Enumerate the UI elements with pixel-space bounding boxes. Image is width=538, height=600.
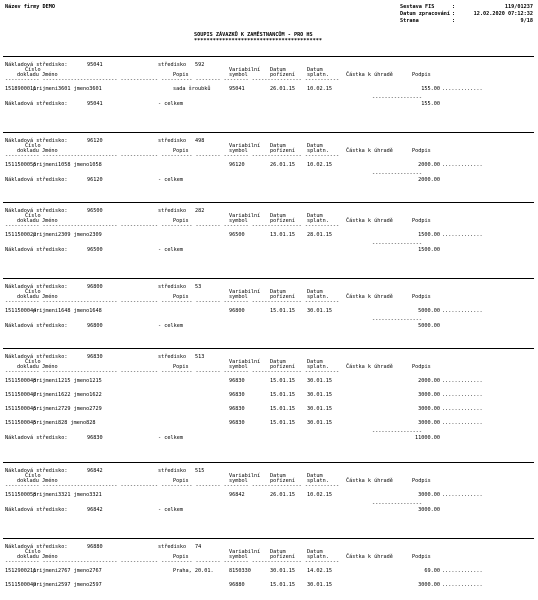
amount: 3000.00 [418,492,440,498]
center-code: 513 [195,354,205,360]
section-separator [3,348,534,349]
doc-number: 1512900211 [5,568,37,574]
col-doc-name-header: dokladu Jméno [17,218,58,224]
col-due-header2: splatn. [307,218,329,224]
variable-symbol: 96842 [229,492,245,498]
variable-symbol: 96830 [229,378,245,384]
cost-center-label: Nákladová středisko: [5,284,68,290]
employee-name: prijmeni828 jmeno828 [33,420,96,426]
col-varsym-header2: symbol [229,364,248,370]
due-date: 30.01.15 [307,420,332,426]
col-description-header: Popis [173,294,189,300]
total-suffix: - celkem [158,507,183,513]
col-created-header2: pořízení [270,554,295,560]
center-code: 498 [195,138,205,144]
due-date: 30.01.15 [307,378,332,384]
col-varsym-header: Variabilní [229,289,261,295]
section-total: 5000.00 [418,323,440,329]
total-dash-line: ---------------- [372,171,422,177]
amount: 155.00 [421,86,440,92]
col-due-header: Datum [307,549,323,555]
col-number-header: Číslo [25,289,41,295]
section-separator [3,56,534,57]
cost-center-code: 95041 [87,62,103,68]
total-dash-line: ---------------- [372,501,422,507]
center-label: středisko [158,544,187,550]
doc-number: 1511500058 [5,492,37,498]
col-created-header2: pořízení [270,72,295,78]
col-due-header: Datum [307,67,323,73]
doc-number: 1511500046 [5,406,37,412]
created-date: 15.01.15 [270,406,295,412]
amount: 69.00 [424,568,440,574]
col-due-header2: splatn. [307,72,329,78]
col-due-header2: splatn. [307,294,329,300]
col-doc-name-header: dokladu Jméno [17,478,58,484]
total-cost-center-label: Nákladová středisko: [5,435,68,441]
created-date: 26.01.15 [270,86,295,92]
employee-name: prijmeni3321 jmeno3321 [33,492,102,498]
center-label: středisko [158,354,187,360]
section-total: 1500.00 [418,247,440,253]
col-signature-header: Podpis [412,294,431,300]
col-amount-header: Částka k úhradě [346,478,393,484]
col-signature-header: Podpis [412,478,431,484]
amount: 2000.00 [418,162,440,168]
col-created-header: Datum [270,67,286,73]
col-number-header: Číslo [25,213,41,219]
col-amount-header: Částka k úhradě [346,294,393,300]
cost-center-label: Nákladová středisko: [5,468,68,474]
header-dash-line: ----------- ------------------------ ------------ ---------- -------- -------- ---------------- ----------- [5,559,340,565]
col-due-header2: splatn. [307,478,329,484]
page-label: Strana [400,18,419,24]
signature-line: ............. [442,308,483,314]
col-description-header: Popis [173,148,189,154]
col-doc-name-header: dokladu Jméno [17,148,58,154]
total-cost-center-label: Nákladová středisko: [5,507,68,513]
total-cost-center-label: Nákladová středisko: [5,101,68,107]
due-date: 28.01.15 [307,232,332,238]
total-dash-line: ---------------- [372,241,422,247]
created-date: 26.01.15 [270,162,295,168]
total-cost-center-code: 96842 [87,507,103,513]
cost-center-code: 96842 [87,468,103,474]
total-suffix: - celkem [158,101,183,107]
created-date: 26.01.15 [270,492,295,498]
center-label: středisko [158,284,187,290]
col-varsym-header: Variabilní [229,359,261,365]
total-dash-line: ---------------- [372,317,422,323]
employee-name: prijmeni1215 jmeno1215 [33,378,102,384]
amount: 3000.00 [418,392,440,398]
col-amount-header: Částka k úhradě [346,364,393,370]
section-total: 3000.00 [418,507,440,513]
col-varsym-header2: symbol [229,478,248,484]
col-created-header2: pořízení [270,218,295,224]
employee-name: prijmeni2767 jmeno2767 [33,568,102,574]
signature-line: ............. [442,86,483,92]
col-description-header: Popis [173,218,189,224]
col-signature-header: Podpis [412,554,431,560]
col-varsym-header: Variabilní [229,549,261,555]
section-separator [3,278,534,279]
total-suffix: - celkem [158,323,183,329]
col-created-header: Datum [270,143,286,149]
due-date: 30.01.15 [307,392,332,398]
center-code: 282 [195,208,205,214]
doc-number: 1511500044 [5,308,37,314]
doc-number: 1511500049 [5,582,37,588]
cost-center-label: Nákladová středisko: [5,354,68,360]
col-varsym-header: Variabilní [229,473,261,479]
center-code: 74 [195,544,202,550]
doc-number: 1511500045 [5,420,37,426]
amount: 5000.00 [418,308,440,314]
doc-number: 1511500056 [5,162,37,168]
header-dash-line: ----------- ------------------------ ------------ ---------- -------- -------- ---------------- ----------- [5,483,340,489]
due-date: 10.02.15 [307,492,332,498]
description: Praha, 20.01. [173,568,214,574]
doc-number: 1511500047 [5,392,37,398]
header-dash-line: ----------- ------------------------ ------------ ---------- -------- -------- ---------------- ----------- [5,223,340,229]
center-label: středisko [158,138,187,144]
created-date: 13.01.15 [270,232,295,238]
total-cost-center-label: Nákladová středisko: [5,247,68,253]
section-total: 155.00 [421,101,440,107]
col-description-header: Popis [173,478,189,484]
col-created-header: Datum [270,289,286,295]
amount: 3000.00 [418,420,440,426]
col-doc-name-header: dokladu Jméno [17,554,58,560]
col-created-header2: pořízení [270,364,295,370]
employee-name: prijmeni1058 jmeno1058 [33,162,102,168]
report-id-value: 119/01237 [504,4,533,10]
total-dash-line: ---------------- [372,95,422,101]
section-total: 2000.00 [418,177,440,183]
col-signature-header: Podpis [412,148,431,154]
col-varsym-header: Variabilní [229,67,261,73]
col-created-header2: pořízení [270,148,295,154]
amount: 2000.00 [418,378,440,384]
signature-line: ............. [442,232,483,238]
col-varsym-header2: symbol [229,554,248,560]
total-suffix: - celkem [158,435,183,441]
created-date: 15.01.15 [270,420,295,426]
created-date: 15.01.15 [270,308,295,314]
employee-name: prijmeni2729 jmeno2729 [33,406,102,412]
col-created-header: Datum [270,473,286,479]
cost-center-code: 96880 [87,544,103,550]
created-date: 15.01.15 [270,392,295,398]
col-due-header2: splatn. [307,554,329,560]
due-date: 30.01.15 [307,406,332,412]
variable-symbol: 96120 [229,162,245,168]
signature-line: ............. [442,162,483,168]
total-cost-center-code: 96800 [87,323,103,329]
variable-symbol: 96830 [229,406,245,412]
col-due-header: Datum [307,473,323,479]
cost-center-code: 96500 [87,208,103,214]
section-separator [3,202,534,203]
doc-number: 1518900011 [5,86,37,92]
created-date: 15.01.15 [270,582,295,588]
col-varsym-header2: symbol [229,72,248,78]
section-separator [3,538,534,539]
col-description-header: Popis [173,554,189,560]
variable-symbol: 96830 [229,392,245,398]
cost-center-label: Nákladová středisko: [5,62,68,68]
col-doc-name-header: dokladu Jméno [17,364,58,370]
report-id-label: Sestava FIS [400,4,435,10]
cost-center-label: Nákladová středisko: [5,138,68,144]
employee-name: prijmeni2309 jmeno2309 [33,232,102,238]
variable-symbol: 96830 [229,420,245,426]
page-number-value: 9/18 [520,18,533,24]
doc-number: 1511500022 [5,232,37,238]
center-code: 53 [195,284,202,290]
employee-name: prijmeni2597 jmeno2597 [33,582,102,588]
amount: 3000.00 [418,582,440,588]
col-doc-name-header: dokladu Jméno [17,294,58,300]
center-code: 515 [195,468,205,474]
col-number-header: Číslo [25,67,41,73]
section-separator [3,132,534,133]
created-date: 15.01.15 [270,378,295,384]
header-dash-line: ----------- ------------------------ ------------ ---------- -------- -------- ---------------- ----------- [5,153,340,159]
center-code: 592 [195,62,205,68]
signature-line: ............. [442,392,483,398]
col-varsym-header2: symbol [229,294,248,300]
col-due-header: Datum [307,143,323,149]
total-cost-center-code: 96500 [87,247,103,253]
col-number-header: Číslo [25,143,41,149]
due-date: 10.02.15 [307,162,332,168]
variable-symbol: 96800 [229,308,245,314]
cost-center-code: 96120 [87,138,103,144]
total-suffix: - celkem [158,177,183,183]
cost-center-code: 96800 [87,284,103,290]
amount: 1500.00 [418,232,440,238]
col-created-header: Datum [270,549,286,555]
amount: 3000.00 [418,406,440,412]
col-due-header2: splatn. [307,364,329,370]
col-signature-header: Podpis [412,364,431,370]
col-number-header: Číslo [25,359,41,365]
col-amount-header: Částka k úhradě [346,72,393,78]
created-date: 30.01.15 [270,568,295,574]
variable-symbol: 95041 [229,86,245,92]
col-due-header2: splatn. [307,148,329,154]
header-dash-line: ----------- ------------------------ ------------ ---------- -------- -------- ---------------- ----------- [5,77,340,83]
signature-line: ............. [442,582,483,588]
col-due-header: Datum [307,213,323,219]
col-varsym-header: Variabilní [229,143,261,149]
total-cost-center-label: Nákladová středisko: [5,323,68,329]
description: sada šroubků [173,86,211,92]
report-page: Název firmy DEMO Sestava FIS Datum zpracování Strana : : : 119/01237 12.02.2020 07:12:32 9/18 SOUPIS ZÁVAZKŮ K ZAMĚSTNANCŮM - PRO HS ***************************************** Nákladová středisko: 95041 středisko 592 Číslo dokladu Jméno Popis Variabilní symbol Datum pořízení Datum splatn. Částka k úhradě Podpis ----------- ------------------------ ------------ ---------- -------- -------- ---------------- ----------- 1518900011 prijmeni3601 jmeno3601 sada šroubků 95041 26.01.15 10.02.15 155.00 ............. ---------------- Nákladová středisko: 95041 - celkem 155.00 Nákladová středisko: 96120 středisko 498 Číslo dokladu Jméno Popis Variabilní symbol Datum pořízení Datum splatn. Částka k úhradě Podpis ----------- ------------------------ ------------ ---------- -------- -------- ---------------- ----------- 1511500056 prijmeni1058 jmeno1058 96120 26.01.15 10.02.15 2000.00 ............. ---------------- Nákladová středisko: 96120 - celkem 2000.00 Nákladová středisko: 96500 středisko 282 Číslo dokladu Jméno Popis Variabilní symbol Datum pořízení Datum splatn. Částka k úhradě Podpis ----------- ------------------------ ------------ ---------- -------- -------- ---------------- ----------- 1511500022 prijmeni2309 jmeno2309 96500 13.01.15 28.01.15 1500.00 ............. ---------------- Nákladová středisko: 96500 - celkem 1500.00 Nákladová středisko: 96800 středisko 53 Číslo dokladu Jméno Popis Variabilní symbol Datum pořízení Datum splatn. Částka k úhradě Podpis ----------- ------------------------ ------------ ---------- -------- -------- ---------------- ----------- 1511500044 prijmeni1648 jmeno1648 96800 15.01.15 30.01.15 5000.00 ............. ---------------- Nákladová středisko: 96800 - celkem 5000.00 Nákladová středisko: 96830 středisko 513 Číslo dokladu Jméno Popis Variabilní symbol Datum pořízení Datum splatn. Částka k úhradě Podpis ----------- ------------------------ ------------ ---------- -------- -------- ---------------- ----------- 1511500048 prijmeni1215 jmeno1215 96830 15.01.15 30.01.15 2000.00 ............. 1511500047 prijmeni1622 jmeno1622 96830 15.01.15 30.01.15 3000.00 ............. 1511500046 prijmeni2729 jmeno2729 96830 15.01.15 30.01.15 3000.00 ............. 1511500045 prijmeni828 jmeno828 96830 15.01.15 30.01.15 3000.00 ............. ---------------- Nákladová středisko: 96830 - celkem 11000.00 Nákladová středisko: 96842 středisko 515 Číslo dokladu Jméno Popis Variabilní symbol Datum pořízení Datum splatn. Částka k úhradě Podpis ----------- ------------------------ ------------ ---------- -------- -------- ---------------- ----------- 1511500058 prijmeni3321 jmeno3321 96842 26.01.15 10.02.15 3000.00 ............. ---------------- Nákladová středisko: 96842 - celkem 3000.00 Nákladová středisko: 96880 středisko 74 Číslo dokladu Jméno Popis Variabilní symbol Datum pořízení Datum splatn. Částka k úhradě Podpis ----------- ------------------------ ------------ ---------- -------- -------- ---------------- ----------- 1512900211 prijmeni2767 jmeno2767 Praha, 20.01. 8150330 30.01.15 14.02.15 69.00 ............. 1511500049 prijmeni2597 jmeno2597 96880 15.01.15 30.01.15 3000.00 ............. [5,4,533,588]
report-title-underline: ***************************************** [194,38,323,44]
variable-symbol: 8150330 [229,568,251,574]
signature-line: ............. [442,420,483,426]
col-amount-header: Částka k úhradě [346,218,393,224]
col-due-header: Datum [307,289,323,295]
processing-date-label: Datum zpracování [400,11,450,17]
col-created-header: Datum [270,213,286,219]
header-dash-line: ----------- ------------------------ ------------ ---------- -------- -------- ---------------- ----------- [5,299,340,305]
col-description-header: Popis [173,364,189,370]
signature-line: ............. [442,406,483,412]
employee-name: prijmeni1648 jmeno1648 [33,308,102,314]
signature-line: ............. [442,378,483,384]
col-amount-header: Částka k úhradě [346,554,393,560]
col-due-header: Datum [307,359,323,365]
section-total: 11000.00 [415,435,440,441]
section-separator [3,462,534,463]
total-suffix: - celkem [158,247,183,253]
due-date: 30.01.15 [307,582,332,588]
center-label: středisko [158,468,187,474]
center-label: středisko [158,208,187,214]
signature-line: ............. [442,492,483,498]
total-dash-line: ---------------- [372,429,422,435]
col-signature-header: Podpis [412,218,431,224]
col-varsym-header2: symbol [229,218,248,224]
due-date: 14.02.15 [307,568,332,574]
col-created-header2: pořízení [270,478,295,484]
col-doc-name-header: dokladu Jméno [17,72,58,78]
due-date: 30.01.15 [307,308,332,314]
processing-date-value: 12.02.2020 07:12:32 [473,11,533,17]
company-name: Název firmy DEMO [5,4,55,10]
doc-number: 1511500048 [5,378,37,384]
cost-center-label: Nákladová středisko: [5,544,68,550]
total-cost-center-code: 96830 [87,435,103,441]
report-title: SOUPIS ZÁVAZKŮ K ZAMĚSTNANCŮM - PRO HS [194,32,313,38]
col-description-header: Popis [173,72,189,78]
center-label: středisko [158,62,187,68]
header-dash-line: ----------- ------------------------ ------------ ---------- -------- -------- ---------------- ----------- [5,369,340,375]
variable-symbol: 96880 [229,582,245,588]
due-date: 10.02.15 [307,86,332,92]
col-number-header: Číslo [25,473,41,479]
cost-center-label: Nákladová středisko: [5,208,68,214]
col-varsym-header2: symbol [229,148,248,154]
total-cost-center-code: 95041 [87,101,103,107]
signature-line: ............. [442,568,483,574]
col-created-header2: pořízení [270,294,295,300]
col-number-header: Číslo [25,549,41,555]
col-varsym-header: Variabilní [229,213,261,219]
variable-symbol: 96500 [229,232,245,238]
cost-center-code: 96830 [87,354,103,360]
employee-name: prijmeni3601 jmeno3601 [33,86,102,92]
total-cost-center-label: Nákladová středisko: [5,177,68,183]
col-created-header: Datum [270,359,286,365]
col-signature-header: Podpis [412,72,431,78]
employee-name: prijmeni1622 jmeno1622 [33,392,102,398]
col-amount-header: Částka k úhradě [346,148,393,154]
total-cost-center-code: 96120 [87,177,103,183]
